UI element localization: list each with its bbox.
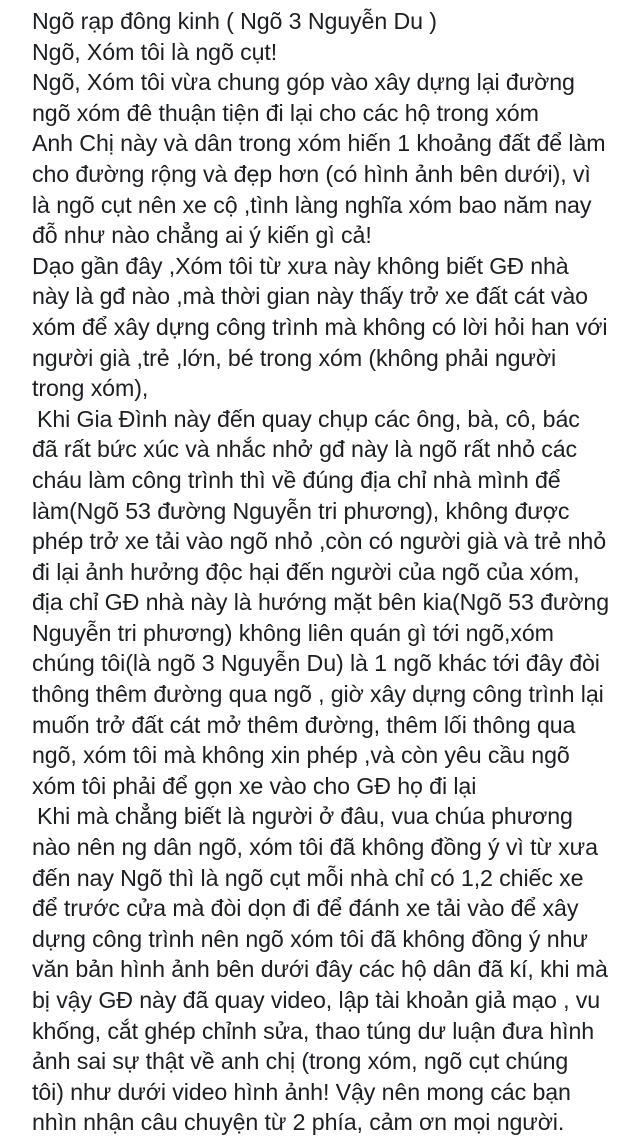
post-line: khống, cắt ghép chỉnh sửa, thao túng dư luận đưa hình	[32, 1017, 595, 1044]
post-line: văn bản hình ảnh bên dưới đây các hộ dân đã kí, khi mà	[32, 956, 608, 983]
post-line: muốn trở đất cát mở thêm đường, thêm lối thông qua	[32, 711, 576, 738]
post-line: đã rất bức xúc và nhắc nhở gđ này là ngõ rất nhỏ các	[32, 436, 578, 463]
post-line: này là gđ nào ,mà thời gian này thấy trở xe đất cát vào	[32, 283, 588, 310]
post-line: đỗ như nào chẳng ai ý kiến gì cả!	[32, 222, 372, 249]
post-line: cho đường rộng và đẹp hơn (có hình ảnh bên dưới), vì	[32, 160, 591, 187]
post-line: Anh Chị này và dân trong xóm hiến 1 khoảng đất để làm	[32, 130, 606, 157]
post-line: Khi Gia Đình này đến quay chụp các ông, bà, cô, bác	[37, 405, 580, 432]
post-line: xóm để xây dựng công trình mà không có lời hỏi han với	[32, 313, 608, 340]
post-line: người già ,trẻ ,lớn, bé trong xóm (không phải người	[32, 344, 556, 371]
post-line: ngõ, xóm tôi mà không xin phép ,và còn yêu cầu ngõ	[32, 742, 570, 769]
post-line: làm(Ngõ 53 đường Nguyễn tri phương), không được	[32, 497, 570, 524]
post-line: trong xóm),	[32, 375, 149, 402]
post-line: bị vậy GĐ này đã quay video, lập tài khoản giả mạo , vu	[32, 987, 601, 1013]
post-line: đi lại ảnh hưởng độc hại đến người của ngõ của xóm,	[32, 558, 580, 585]
post-line: cháu làm công trình thì về đúng địa chỉ nhà mình để	[32, 466, 561, 493]
post-line: Ngõ, Xóm tôi vừa chung góp vào xây dựng lại đường	[32, 69, 575, 96]
post-line: Dạo gần đây ,Xóm tôi từ xưa này không biết GĐ nhà	[32, 252, 569, 279]
post-line: Khi mà chẳng biết là người ở đâu, vua chúa phương	[37, 803, 573, 830]
post-line: tôi) như dưới video hình ảnh! Vậy nên mong các bạn	[32, 1078, 571, 1105]
post-line: xóm tôi phải để gọn xe vào cho GĐ họ đi lại	[32, 772, 477, 799]
post-line: để trước cửa mà đòi dọn đi để đánh xe tải vào để xây	[32, 895, 579, 922]
post-line: dựng công trình nên ngõ xóm tôi đã không đồng ý như	[32, 925, 588, 952]
post-line: thông thêm đường qua ngõ , giờ xây dựng công trình lại	[32, 681, 604, 708]
post-line: đến nay Ngõ thì là ngõ cụt mỗi nhà chỉ có 1,2 chiếc xe	[32, 864, 584, 891]
post-line: phép trở xe tải vào ngõ nhỏ ,còn có người già và trẻ nhỏ	[32, 528, 607, 555]
post-line: địa chỉ GĐ nhà này là hướng mặt bên kia(Ngõ 53 đường	[32, 589, 610, 616]
post-line: nào nên ng dân ngõ, xóm tôi đã không đồng ý vì từ xưa	[32, 834, 598, 861]
post-line: ngõ xóm đê thuận tiện đi lại cho các hộ trong xóm	[32, 99, 539, 126]
post-line: Nguyễn tri phương) không liên quán gì tới ngõ,xóm	[32, 619, 554, 646]
post-line: chúng tôi(là ngõ 3 Nguyễn Du) là 1 ngõ khác tới đây đòi	[32, 650, 600, 677]
post-line: Ngõ rạp đông kinh ( Ngõ 3 Nguyễn Du )	[32, 8, 437, 34]
post-line: nhìn nhận câu chuyện từ 2 phía, cảm ơn mọi người.	[32, 1109, 565, 1136]
post-line: Ngõ, Xóm tôi là ngõ cụt!	[32, 38, 278, 65]
post-line: là ngõ cụt nên xe cộ ,tình làng nghĩa xóm bao năm nay	[32, 191, 592, 218]
post-line: ảnh sai sự thật về anh chị (trong xóm, ngõ cụt chúng	[32, 1048, 569, 1075]
